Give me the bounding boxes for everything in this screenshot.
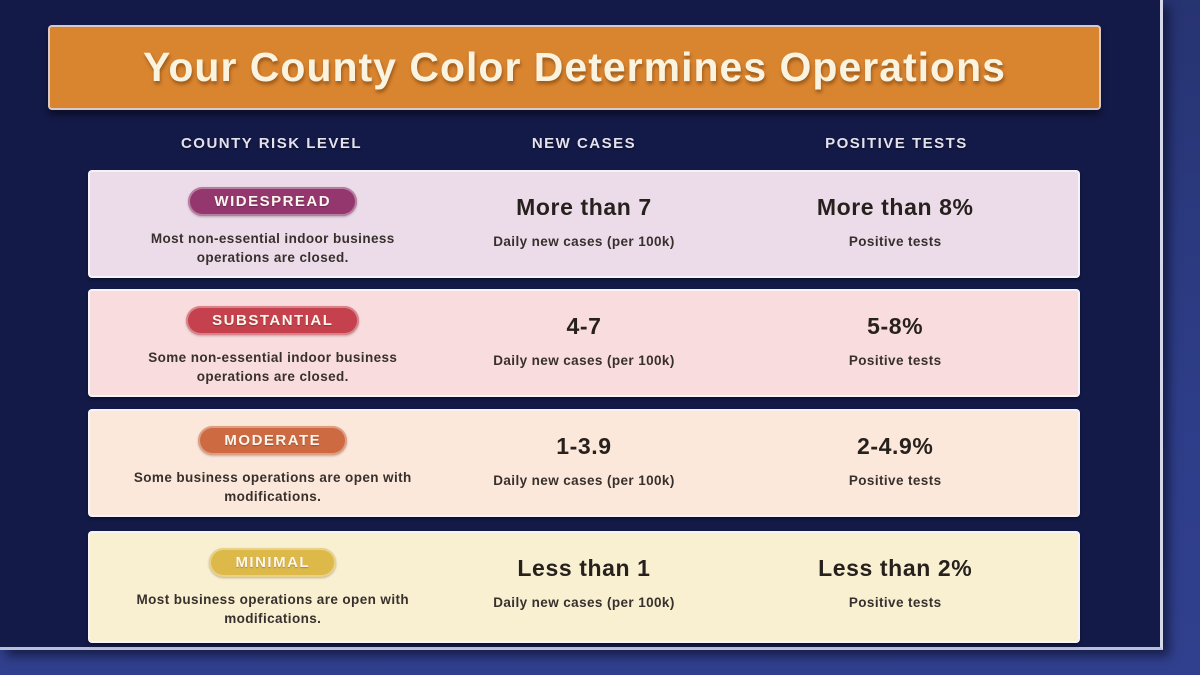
risk-level-description: Most business operations are open with modifications. xyxy=(136,592,410,626)
risk-level-badge: WIDESPREAD xyxy=(188,187,357,216)
risk-row-minimal xyxy=(88,531,1080,643)
new-cases-unit: Daily new cases (per 100k) xyxy=(493,595,675,610)
positive-tests-unit: Positive tests xyxy=(848,234,942,249)
column-header-risk-level: COUNTY RISK LEVEL xyxy=(180,134,363,152)
risk-level-description: Most non-essential indoor business operations are closed. xyxy=(150,231,395,265)
new-cases-unit: Daily new cases (per 100k) xyxy=(493,234,675,249)
risk-row-widespread xyxy=(88,170,1080,278)
positive-tests-value: Less than 2% xyxy=(818,555,973,581)
column-headers xyxy=(88,130,1080,156)
positive-tests-value: More than 8% xyxy=(816,194,974,220)
risk-level-badge: MINIMAL xyxy=(209,548,336,577)
column-header-new-cases: NEW CASES xyxy=(531,134,637,152)
risk-level-badge: SUBSTANTIAL xyxy=(186,306,359,335)
new-cases-value: 1-3.9 xyxy=(556,433,612,459)
title-banner xyxy=(48,25,1101,110)
risk-level-description: Some non-essential indoor business operations are closed. xyxy=(148,350,398,384)
positive-tests-unit: Positive tests xyxy=(848,473,942,488)
positive-tests-unit: Positive tests xyxy=(848,595,942,610)
positive-tests-unit: Positive tests xyxy=(848,353,942,368)
new-cases-unit: Daily new cases (per 100k) xyxy=(493,353,675,368)
positive-tests-value: 2-4.9% xyxy=(856,433,934,459)
new-cases-value: 4-7 xyxy=(566,313,602,339)
new-cases-value: More than 7 xyxy=(516,194,652,220)
page-title: Your County Color Determines Operations xyxy=(143,44,1006,90)
positive-tests-value: 5-8% xyxy=(867,313,924,339)
risk-row-moderate xyxy=(88,409,1080,517)
risk-level-badge: MODERATE xyxy=(198,426,347,455)
column-header-positive-tests: POSITIVE TESTS xyxy=(825,134,968,152)
risk-row-substantial xyxy=(88,289,1080,397)
new-cases-unit: Daily new cases (per 100k) xyxy=(493,473,675,488)
new-cases-value: Less than 1 xyxy=(517,555,651,581)
risk-level-description: Some business operations are open with modifications. xyxy=(133,470,412,504)
